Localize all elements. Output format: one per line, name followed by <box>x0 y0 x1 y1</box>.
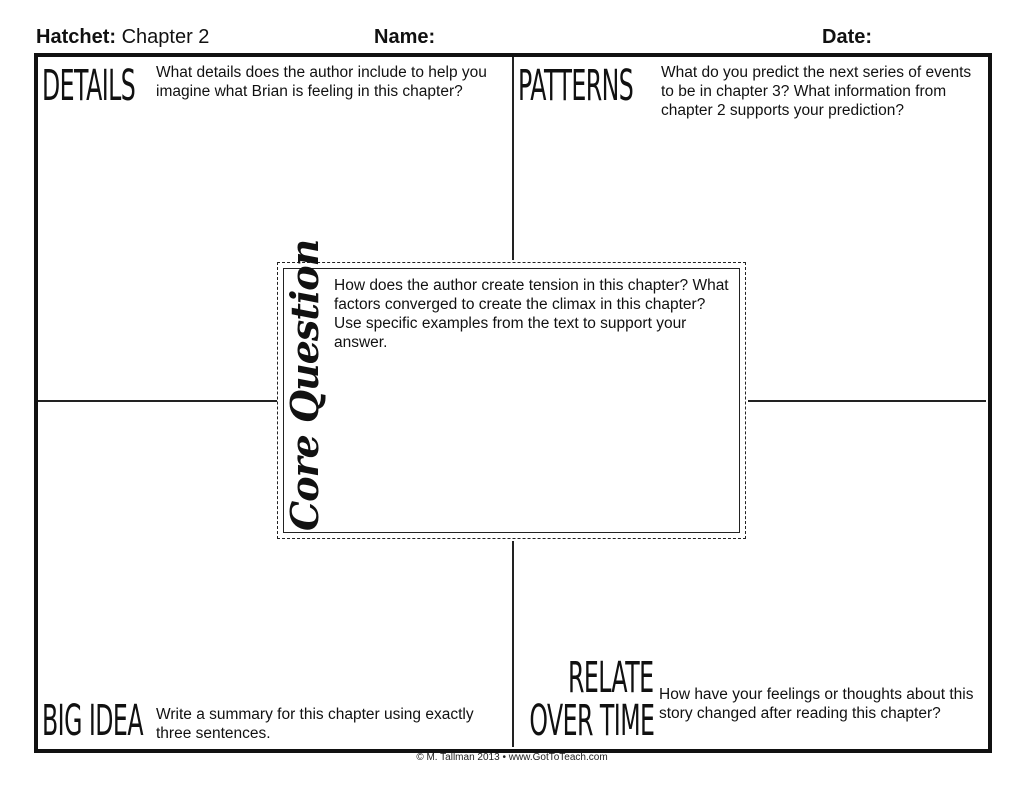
core-prompt: How does the author create tension in this chapter? What factors converged to create the climax in this chapter? Use specific examples from the text to support your answer. <box>334 277 729 351</box>
patterns-prompt: What do you predict the next series of events to be in chapter 3? What information from chapter 2 supports your prediction? <box>661 64 972 119</box>
big-idea-prompt: Write a summary for this chapter using exactly three sentences. <box>156 706 474 742</box>
name-label: Name: <box>374 26 436 48</box>
big-idea-heading: BIG IDEA <box>42 696 143 746</box>
details-heading: DETAILS <box>42 61 136 111</box>
name-field[interactable] <box>374 26 435 49</box>
divider-right <box>748 400 986 402</box>
divider-top <box>512 57 514 260</box>
relate-prompt: How have your feelings or thoughts about this story changed after reading this chapter? <box>659 686 974 722</box>
relate-heading-line2: OVER TIME <box>528 696 654 746</box>
date-label: Date: <box>822 26 873 48</box>
big-idea-answer-area[interactable] <box>38 545 510 695</box>
copyright-footer: © M. Tallman 2013 • www.GotToTeach.com <box>416 752 608 763</box>
relate-answer-area[interactable] <box>516 545 984 655</box>
date-field[interactable] <box>822 26 872 49</box>
worksheet-title <box>36 26 209 49</box>
chapter-label: Chapter 2 <box>121 26 210 48</box>
core-question-label: Core Question <box>282 239 327 531</box>
divider-bottom <box>512 541 514 747</box>
details-prompt: What details does the author include to help you imagine what Brian is feeling in this chapter? <box>156 64 487 100</box>
book-label: Hatchet: <box>36 26 117 48</box>
relate-heading-line1: RELATE <box>568 653 654 703</box>
divider-left <box>38 400 277 402</box>
patterns-heading: PATTERNS <box>518 61 634 111</box>
